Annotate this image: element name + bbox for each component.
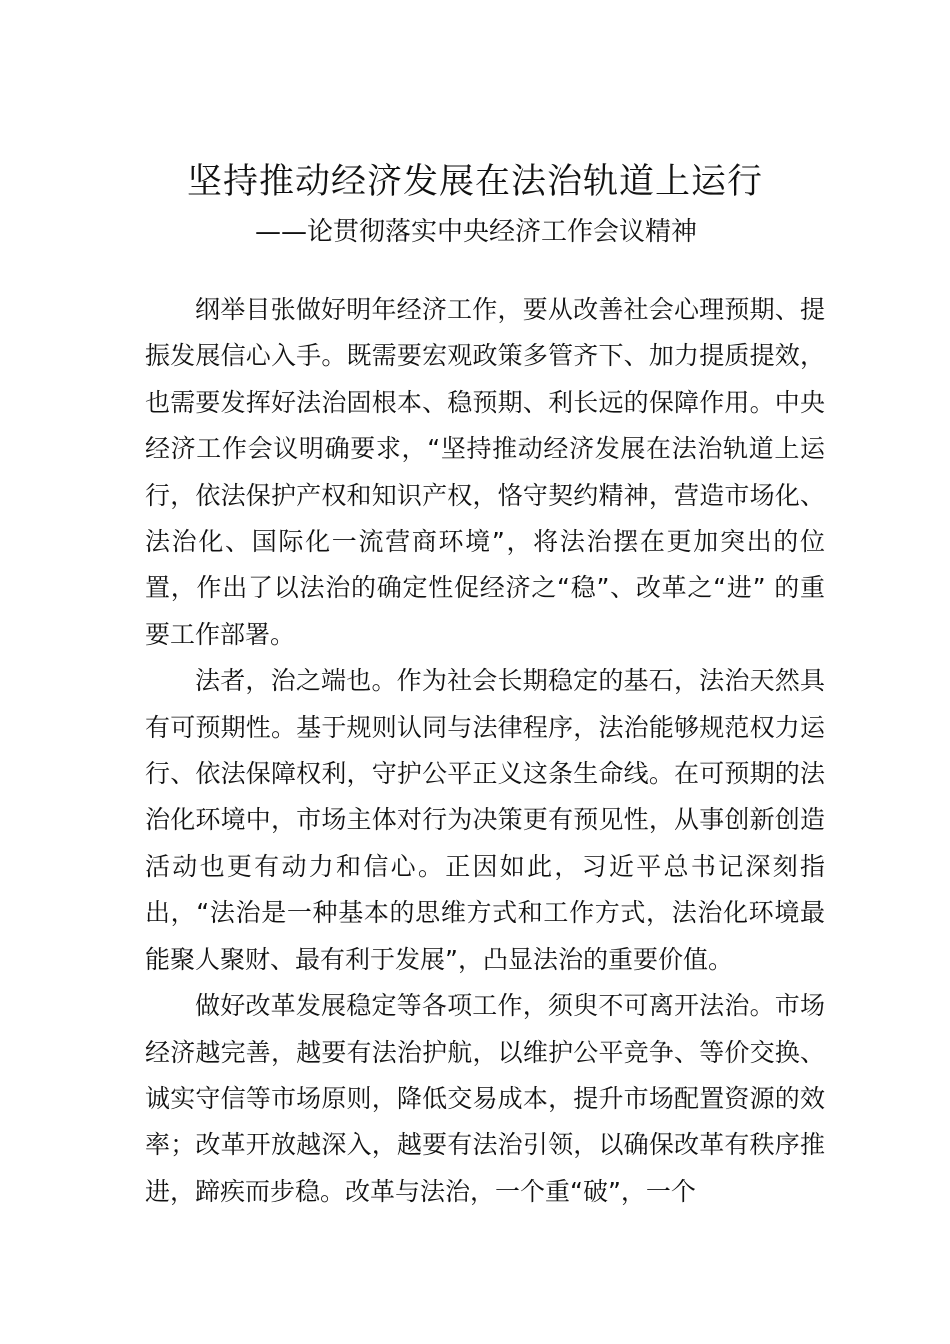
document-subtitle: ——论贯彻落实中央经济工作会议精神 xyxy=(255,217,698,247)
paragraph-1: 纲举目张做好明年经济工作，要从改善社会心理预期、提振发展信心入手。既需要宏观政策多管齐下、加力提质提效，也需要发挥好法治固根本、稳预期、利长远的保障作用。中央经济工作会议明确要求，“坚持推动经济发展在法治轨道上运行，依法保护产权和知识产权，恪守契约精神，营造市场化、法治化、国际化一流营商环境”，将法治摆在更加突出的位置，作出了以法治的确定性促经济之“稳”、改革之“进” 的重要工作部署。 xyxy=(145,295,825,649)
document-body xyxy=(145,287,825,1215)
paragraph-3: 做好改革发展稳定等各项工作，须臾不可离开法治。市场经济越完善，越要有法治护航，以维护公平竞争、等价交换、诚实守信等市场原则，降低交易成本，提升市场配置资源的效率；改革开放越深入，越要有法治引领，以确保改革有秩序推进，蹄疾而步稳。改革与法治，一个重“破”，一个 xyxy=(145,991,825,1206)
paragraph-2: 法者，治之端也。作为社会长期稳定的基石，法治天然具有可预期性。基于规则认同与法律程序，法治能够规范权力运行、依法保障权利，守护公平正义这条生命线。在可预期的法治化环境中，市场主体对行为决策更有预见性，从事创新创造活动也更有动力和信心。正因如此，习近平总书记深刻指出，“法治是一种基本的思维方式和工作方式，法治化环境最能聚人聚财、最有利于发展”，凸显法治的重要价值。 xyxy=(145,666,825,974)
document-title: 坚持推动经济发展在法治轨道上运行 xyxy=(186,162,763,202)
